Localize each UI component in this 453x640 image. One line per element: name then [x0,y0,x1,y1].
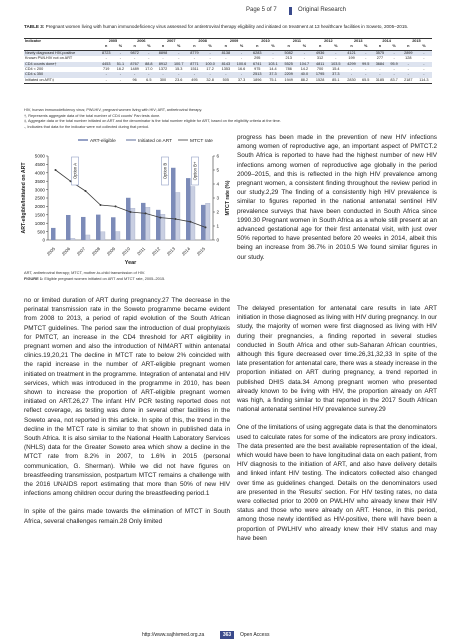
figure-caption [24,270,230,281]
table-cell: 100.0 [202,62,218,67]
bar-art-eligible [201,205,206,240]
percent-header: % [416,44,432,50]
table-cell: 4811 [313,62,328,67]
count-header: n [218,44,233,50]
table-cell: - [423,67,425,72]
table-cell: 6283 [250,50,265,56]
table-cell: 1511 [190,67,199,72]
table-cell: 3575 [372,50,387,56]
bar-initiated-on-art [176,192,181,240]
table-cell: - [170,72,186,77]
right-column-bottom [237,304,437,552]
table-cell: 3684 [372,62,387,67]
legend-label-eligible: ART-eligible [90,138,116,144]
mtct-rate-point [190,221,192,223]
table-cell: - [407,67,409,72]
y-axis-title-right: MTCT rate (%) [225,180,231,216]
mtct-rate-point [100,204,102,206]
bar-art-eligible [51,228,56,240]
table-cell: - [119,56,122,61]
x-tick-label: 2014 [180,246,192,257]
table-cell: - [202,72,218,77]
year-header: 2008 [187,39,218,45]
x-axis-title: Year [124,260,137,266]
row-label: CD4 < 200 [25,67,44,72]
percent-header: % [202,44,218,50]
table-cell: - [393,67,395,72]
y-tick-label-left: 3000 [34,187,45,193]
table-cell: 65.5 [359,78,372,84]
page-number: 363 [220,631,234,639]
table-cell: 6.5 [142,78,155,84]
table-cell: - [170,50,186,56]
right-column-top [237,133,437,271]
year-header: 2009 [218,39,249,45]
table-cell: 2899 [401,50,416,56]
table-note: ‡, Aggregate data or the total number initiated on ART and the denominator is the total number eligible for ART, based on the eligibility criteria at the time. [24,119,281,124]
table-cell: 6741 [250,62,265,67]
legend-label-mtct: MTCT rate [190,138,213,144]
mtct-rate-point [130,211,132,213]
table-cell: 83.7 [387,78,400,84]
table-cell: 37.3 [233,78,249,84]
table-cell: 88.2 [296,78,312,84]
art-mtct-chart [18,132,233,267]
table-cell: 2513 [250,72,265,77]
bar-art-eligible [186,178,191,240]
left-column [24,296,230,535]
table-cell: 505 [218,78,233,84]
table-cell: 2830 [344,78,359,84]
table-cell: - [359,72,372,77]
y-tick-label-right: 6 [216,153,220,159]
year-header: 2011 [281,39,312,45]
bar-art-eligible [81,217,86,240]
table-caption [24,24,432,30]
bar-art-eligible [111,217,116,240]
table-cell: - [142,72,155,77]
table-cell: 8898 [156,50,171,56]
table-cell: 114.3 [416,78,432,84]
x-tick-label: 2010 [120,246,132,257]
table-cell: - [401,62,416,67]
bar-art-eligible [171,168,176,240]
table-cell: 719 [103,67,110,72]
y-tick-label-right: 5 [216,167,220,173]
table-cell: 75.1 [265,78,281,84]
section-label: Original Research [298,7,347,13]
table-cell: - [233,50,249,56]
percent-header: % [114,44,127,50]
y-tick-label-right: 4 [216,181,220,187]
count-header: n [187,44,202,50]
page-footer [0,631,453,640]
year-header: 2006 [127,39,155,45]
paragraph: no or limited duration of ART during pregnancy.27 The decrease in the perinatal transmission rate in the Soweto programme became evident from 2008 to 2013, a period of rapid evolution of the South African PMTCT guidelines. The period saw the introduction of dual prophylaxis for PMTCT, an increase in the CD4 threshold for ART eligibility in pregnant women and also the introduction of NIMART within antenatal clinics.19,20,21 The decline in MTCT rate to below 2% coincided with the rapid increase in the number of ART-eligible pregnant women initiated on treatment in the programme. Integration of antenatal and HIV services, which was introduced in the programme in 2010, has been shown to increase the proportion of ART-eligible pregnant women initiated on ART.26,27 The infant HIV PCR testing reported does not reflect coverage, as testing was done in several other facilities in the Soweto area, not reported in this article. In spite of this, the trend in the decline in the MTCT rate is similar to that shown in published data in South Africa. It is also similar to the National Health Laboratory Services (NHLS) data for the Greater Soweto area which show a decline in the MTCT rate from 8.2% in 2007, to 1.6% in 2015 (personal communication, G. Sherman). While we did not have figures on breastfeeding transmission, postpartum MTCT remains a challenge with the 2016 UNAIDS report estimating that more than 50% of new HIV infections among children occur during the breastfeeding period.1 [24,297,230,498]
table-cell: - [133,56,136,61]
table-cell: - [365,67,367,72]
table-cell: 4299 [344,62,359,67]
table-cell: 37.3 [265,72,281,77]
table-cell: 15.3 [175,67,183,72]
table-note: †, Represents aggregate data of the total number of CD4 counts' Pan tests done. [24,113,161,118]
table-cell: 295 [254,56,261,61]
paragraph: progress has been made in the prevention of new HIV infections among women of reproductive age, an important aspect of PMTCT.2 South Africa is reported to have had the highest number of new HIV infections among women of reproductive age globally in the period 2009–2015, and this is reflected in the high HIV prevalence among pregnant women, a consistent finding throughout the review period in our study.2,29 The finding of a consistently high HIV prevalence is similar to figures reported in the national antenatal sentinel HIV prevalence surveys that have been conducted in South Africa since 1990.30 Pregnant women in South Africa as a whole still present at an advanced gestational age for their first antenatal visit, with just over 50% reported to have presented before 20 weeks in 2014, albeit this being an increase from 36.7% in 2010.5 We found similar figures in our study. [237,134,437,261]
percent-header: % [359,44,372,50]
table-cell: 15.4 [332,67,340,72]
year-header: 2007 [156,39,187,45]
year-header: 2012 [313,39,344,45]
guideline-annotation-label: Option B+ [192,161,198,181]
table-cell: - [423,56,425,61]
table-cell: 1528 [313,78,328,84]
table-cell: - [416,50,432,56]
count-header: n [127,44,142,50]
table-cell: - [148,56,150,61]
row-label: Known PWLHIV not on ART [25,56,73,61]
percent-header: % [265,44,281,50]
count-header: n [156,44,171,50]
table-cell: - [202,50,218,56]
table-cell: 51.1 [114,62,127,67]
table-body [24,50,432,83]
y-tick-label-right: 3 [216,195,220,201]
percent-header: % [142,44,155,50]
figure-abbreviations: ART, antiretroviral therapy; MTCT, mother-to-child transmission of HIV. [24,270,146,275]
table-cell: 40.0 [296,72,312,77]
bar-initiated-on-art [116,232,121,240]
table-caption-text: Pregnant women living with human immunodeficiency virus assessed for antiretroviral therapy eligibility and initiated on treatment at 13 healthcare facilities in Soweto, 2005–2015. [45,24,409,29]
table-cell: 4121 [344,50,359,56]
figure-caption-line [24,276,230,282]
table-cell: 8767 [127,62,142,67]
table-cell: 9872 [127,50,142,56]
journal-url-link[interactable]: http://www.sajhivmed.org.za [142,632,205,638]
table-cell: - [303,56,306,61]
table-cell: 5525 [281,62,296,67]
table-cell: 8771 [187,62,202,67]
table-cell: 16.6 [237,67,246,72]
bar-initiated-on-art [71,238,76,240]
table-cell: - [393,56,395,61]
bar-initiated-on-art [146,207,151,240]
table-cell: 100.6 [233,62,249,67]
y-tick-label-left: 1500 [34,212,45,218]
count-header: n [372,44,387,50]
table-cell: 1795 [313,72,328,77]
bar-initiated-on-art [131,208,136,240]
guideline-annotation-label: Option A [72,162,78,180]
y-tick-label-left: 2000 [34,204,45,210]
table-cell: 14.4 [269,67,277,72]
y-tick-label-left: 1000 [34,220,45,226]
count-header: n [313,44,328,50]
table-cell: 8723 [99,50,114,56]
table-cell: - [335,56,337,61]
table-cell: 103.1 [265,62,281,67]
header-accent-bar [289,7,292,15]
mtct-rate-point [145,212,147,214]
mtct-rate-point [55,169,57,171]
y-tick-label-left: 500 [37,229,45,235]
table-cell: - [127,72,142,77]
y-axis-title-left: ART-eligible/Initiated on ART [21,162,27,234]
paragraph: One of the limitations of using aggregate data is that the denominators used to calculate rates for some of the indicators are proxy indicators. The data presented are the best available representation of the ideal, which would have been to have longitudinal data on each patient, from HIV diagnosis to the initiation of ART, and also have delivery details and linked infant HIV testing. The indicators collected also changed over time as guidelines changed. Details on the denominators used are presented in the 'Results' section. For HIV testing rates, no data were collected prior to 2009 on PWLHIV who already knew their HIV status and those who were already on ART. Hence, in this period, among those newly identified as HIV-positive, there will have been a proportion of PWLHIV who already knew their HIV status and may have been [237,424,437,542]
table-cell: - [209,56,211,61]
table-cell: 2209 [281,72,296,77]
table-cell: 1896 [250,78,265,84]
x-tick-label: 2006 [60,246,72,257]
table-cell: - [114,50,127,56]
percent-header: % [387,44,400,50]
table-cell: 128 [405,56,412,61]
paragraph: In spite of the gains made towards the elimination of MTCT in South Africa, several challenges remain.28 Only limited [24,508,230,525]
row-label: CD4 counts done† [24,62,99,67]
table-cell: - [114,78,127,84]
table-cell: 975 [254,67,261,72]
mtct-rate-point [160,217,162,219]
bar-art-eligible [126,198,131,240]
bar-art-eligible [66,215,71,240]
table-cell: 85.1 [328,78,344,84]
y-tick-label-left: 5000 [34,153,45,159]
table-cell: 8779 [187,50,202,56]
table-cell: 1353 [221,67,231,72]
table-cell: - [265,50,281,56]
table-cell: 8143 [218,62,233,67]
y-tick-label-right: 0 [216,237,220,243]
bar-initiated-on-art [206,203,211,240]
count-header: n [344,44,359,50]
bar-art-eligible [156,210,161,240]
table-cell: 88.8 [142,62,155,67]
x-tick-label: 2011 [135,246,147,257]
x-tick-label: 2013 [165,246,177,257]
table-cell: 37.3 [328,72,344,77]
table-cell: 199 [348,56,355,61]
table-cell: 1949 [281,78,296,84]
table-cell: 17.0 [145,67,153,72]
bar-art-eligible [96,215,101,240]
bar-initiated-on-art [191,186,196,240]
table-cell: 4453 [99,62,114,67]
table-note: HIV, human immunodeficiency virus; PWLHIV, pregnant women living with HIV; ART, antiretroviral therapy. [24,108,203,112]
bar-art-eligible [141,203,146,240]
table-cell: 95.9 [387,62,400,67]
table-cell: - [105,56,107,61]
indicator-header: Indicator [24,39,99,45]
figure-label: FIGURE 1: [24,275,44,281]
x-tick-label: 2008 [90,246,102,257]
table-cell: 1489 [130,67,139,72]
table-cell: 1372 [158,67,168,72]
table-cell: 104.7 [296,62,312,67]
count-header: n [250,44,265,50]
year-header: 2015 [401,39,432,45]
data-table [24,38,432,84]
table-cell: 277 [376,56,384,61]
x-tick-label: 2009 [105,246,117,257]
table-label: TABLE 3: [24,24,45,29]
table-cell: 2187 [401,78,416,84]
table-cell: - [233,72,249,77]
table-cell: - [99,78,114,84]
page-header [0,6,453,18]
percent-header: % [328,44,344,50]
mtct-rate-point [70,180,72,182]
row-label: CD4 ≤ 350 [24,72,99,77]
table-cell: 103.5 [328,62,344,67]
table-cell: 100.7 [170,62,186,67]
mtct-rate-point [115,205,117,207]
table-cell: - [401,72,416,77]
x-tick-label: 2007 [75,246,87,257]
paragraph: The delayed presentation for antenatal care results in late ART initiation in those diagnosed as living with HIV during pregnancy. In our study, the majority of women were first diagnosed as living with HIV during their pregnancies, a finding reported in several studies conducted in South Africa and other sub-Saharan African countries, although this figure decreased over time.26,31,32,33 In spite of the late presentation for antenatal care, there was a steady increase in the proportion initiated on ART during pregnancy, a trend reported in published DHIS data.34 Among pregnant women who presented already known to be living with HIV, the proportion already on ART was high, a finding similar to that reported in the 2017 South African national antenatal sentinel HIV prevalence survey.29 [237,305,437,414]
legend-label-initiated: Initiated on ART [138,138,173,144]
table-cell: - [178,56,180,61]
table-cell: - [114,72,127,77]
table-cell: 312 [316,56,324,61]
mtct-rate-point [85,190,87,192]
table-cell: - [240,56,243,61]
x-tick-label: 2015 [195,246,207,257]
x-tick-label: 2005 [45,246,57,257]
y-tick-label-left: 4500 [34,162,45,168]
page-indicator: Page 5 of 7 [246,7,277,13]
y-tick-label-left: 2500 [34,195,45,201]
table-cell: - [344,72,359,77]
table-cell: 495 [187,78,202,84]
table-cell: - [359,50,372,56]
table-cell: 786 [285,67,292,72]
table-cell: - [350,67,353,72]
table-cell: 99.5 [359,62,372,67]
count-header: n [99,44,114,50]
row-label: Initiated on ART‡ [24,78,99,84]
table-row [24,78,432,84]
y-tick-label-right: 1 [216,223,220,229]
table-cell: 3185 [372,78,387,84]
table-cell: - [387,72,400,77]
mtct-rate-point [205,226,207,228]
percent-header: % [233,44,249,50]
table-cell: 5082 [281,50,296,56]
table-cell: - [372,72,387,77]
guideline-annotation-label: Option B [162,162,168,180]
x-tick-label: 2012 [150,246,162,257]
year-header: 2014 [372,39,400,45]
table-cell: - [99,72,114,77]
y-tick-label-left: 0 [42,237,45,243]
table-cell: - [296,50,312,56]
table-cell: 4936 [313,50,328,56]
table-cell: - [416,72,432,77]
table-cell: 32.8 [202,78,218,84]
table-cell: - [162,56,164,61]
table-cell: 8912 [156,62,171,67]
table-cell: - [156,72,171,77]
table-cell: - [187,72,202,77]
table-cell: - [416,62,432,67]
table-cell: 16.2 [116,67,125,72]
year-header: 2005 [99,39,127,45]
bar-initiated-on-art [86,235,91,240]
table-cell: 700 [316,67,324,72]
table-cell: 96 [127,78,142,84]
table-cell: 300 [156,78,171,84]
table-cell: - [142,50,155,56]
table-cell: - [365,56,367,61]
table-cell: 213 [285,56,292,61]
percent-header: % [296,44,312,50]
table-cell: - [218,72,233,77]
table-cell: - [328,50,344,56]
row-label: Newly diagnosed HIV-positive [24,50,99,56]
count-header: n [401,44,416,50]
table-cell: - [193,56,196,61]
mtct-rate-point [175,218,177,220]
y-tick-label-right: 2 [216,209,220,215]
table-note: -, Indicates that data for the indicator were not collected during that period. [24,124,149,129]
count-header: n [281,44,296,50]
bar-initiated-on-art [101,232,106,240]
table-cell: - [379,67,381,72]
table-cell: 8138 [218,50,233,56]
year-header: 2013 [344,39,372,45]
percent-header: % [170,44,186,50]
figure-caption-text: Eligible pregnant women initiated on ART and MTCT rate, 2005–2015. [44,275,166,281]
table-cell: - [272,56,274,61]
year-header: 2010 [250,39,281,45]
y-tick-label-left: 4000 [34,170,45,176]
table-cell: - [225,56,227,61]
table-cell: 23.6 [170,78,186,84]
table-cell: 17.2 [206,67,214,72]
open-access-label: Open Access [240,632,270,638]
table-cell: - [387,50,400,56]
y-tick-label-left: 3500 [34,178,45,184]
table-notes [24,108,432,130]
table-cell: 14.2 [300,67,309,72]
